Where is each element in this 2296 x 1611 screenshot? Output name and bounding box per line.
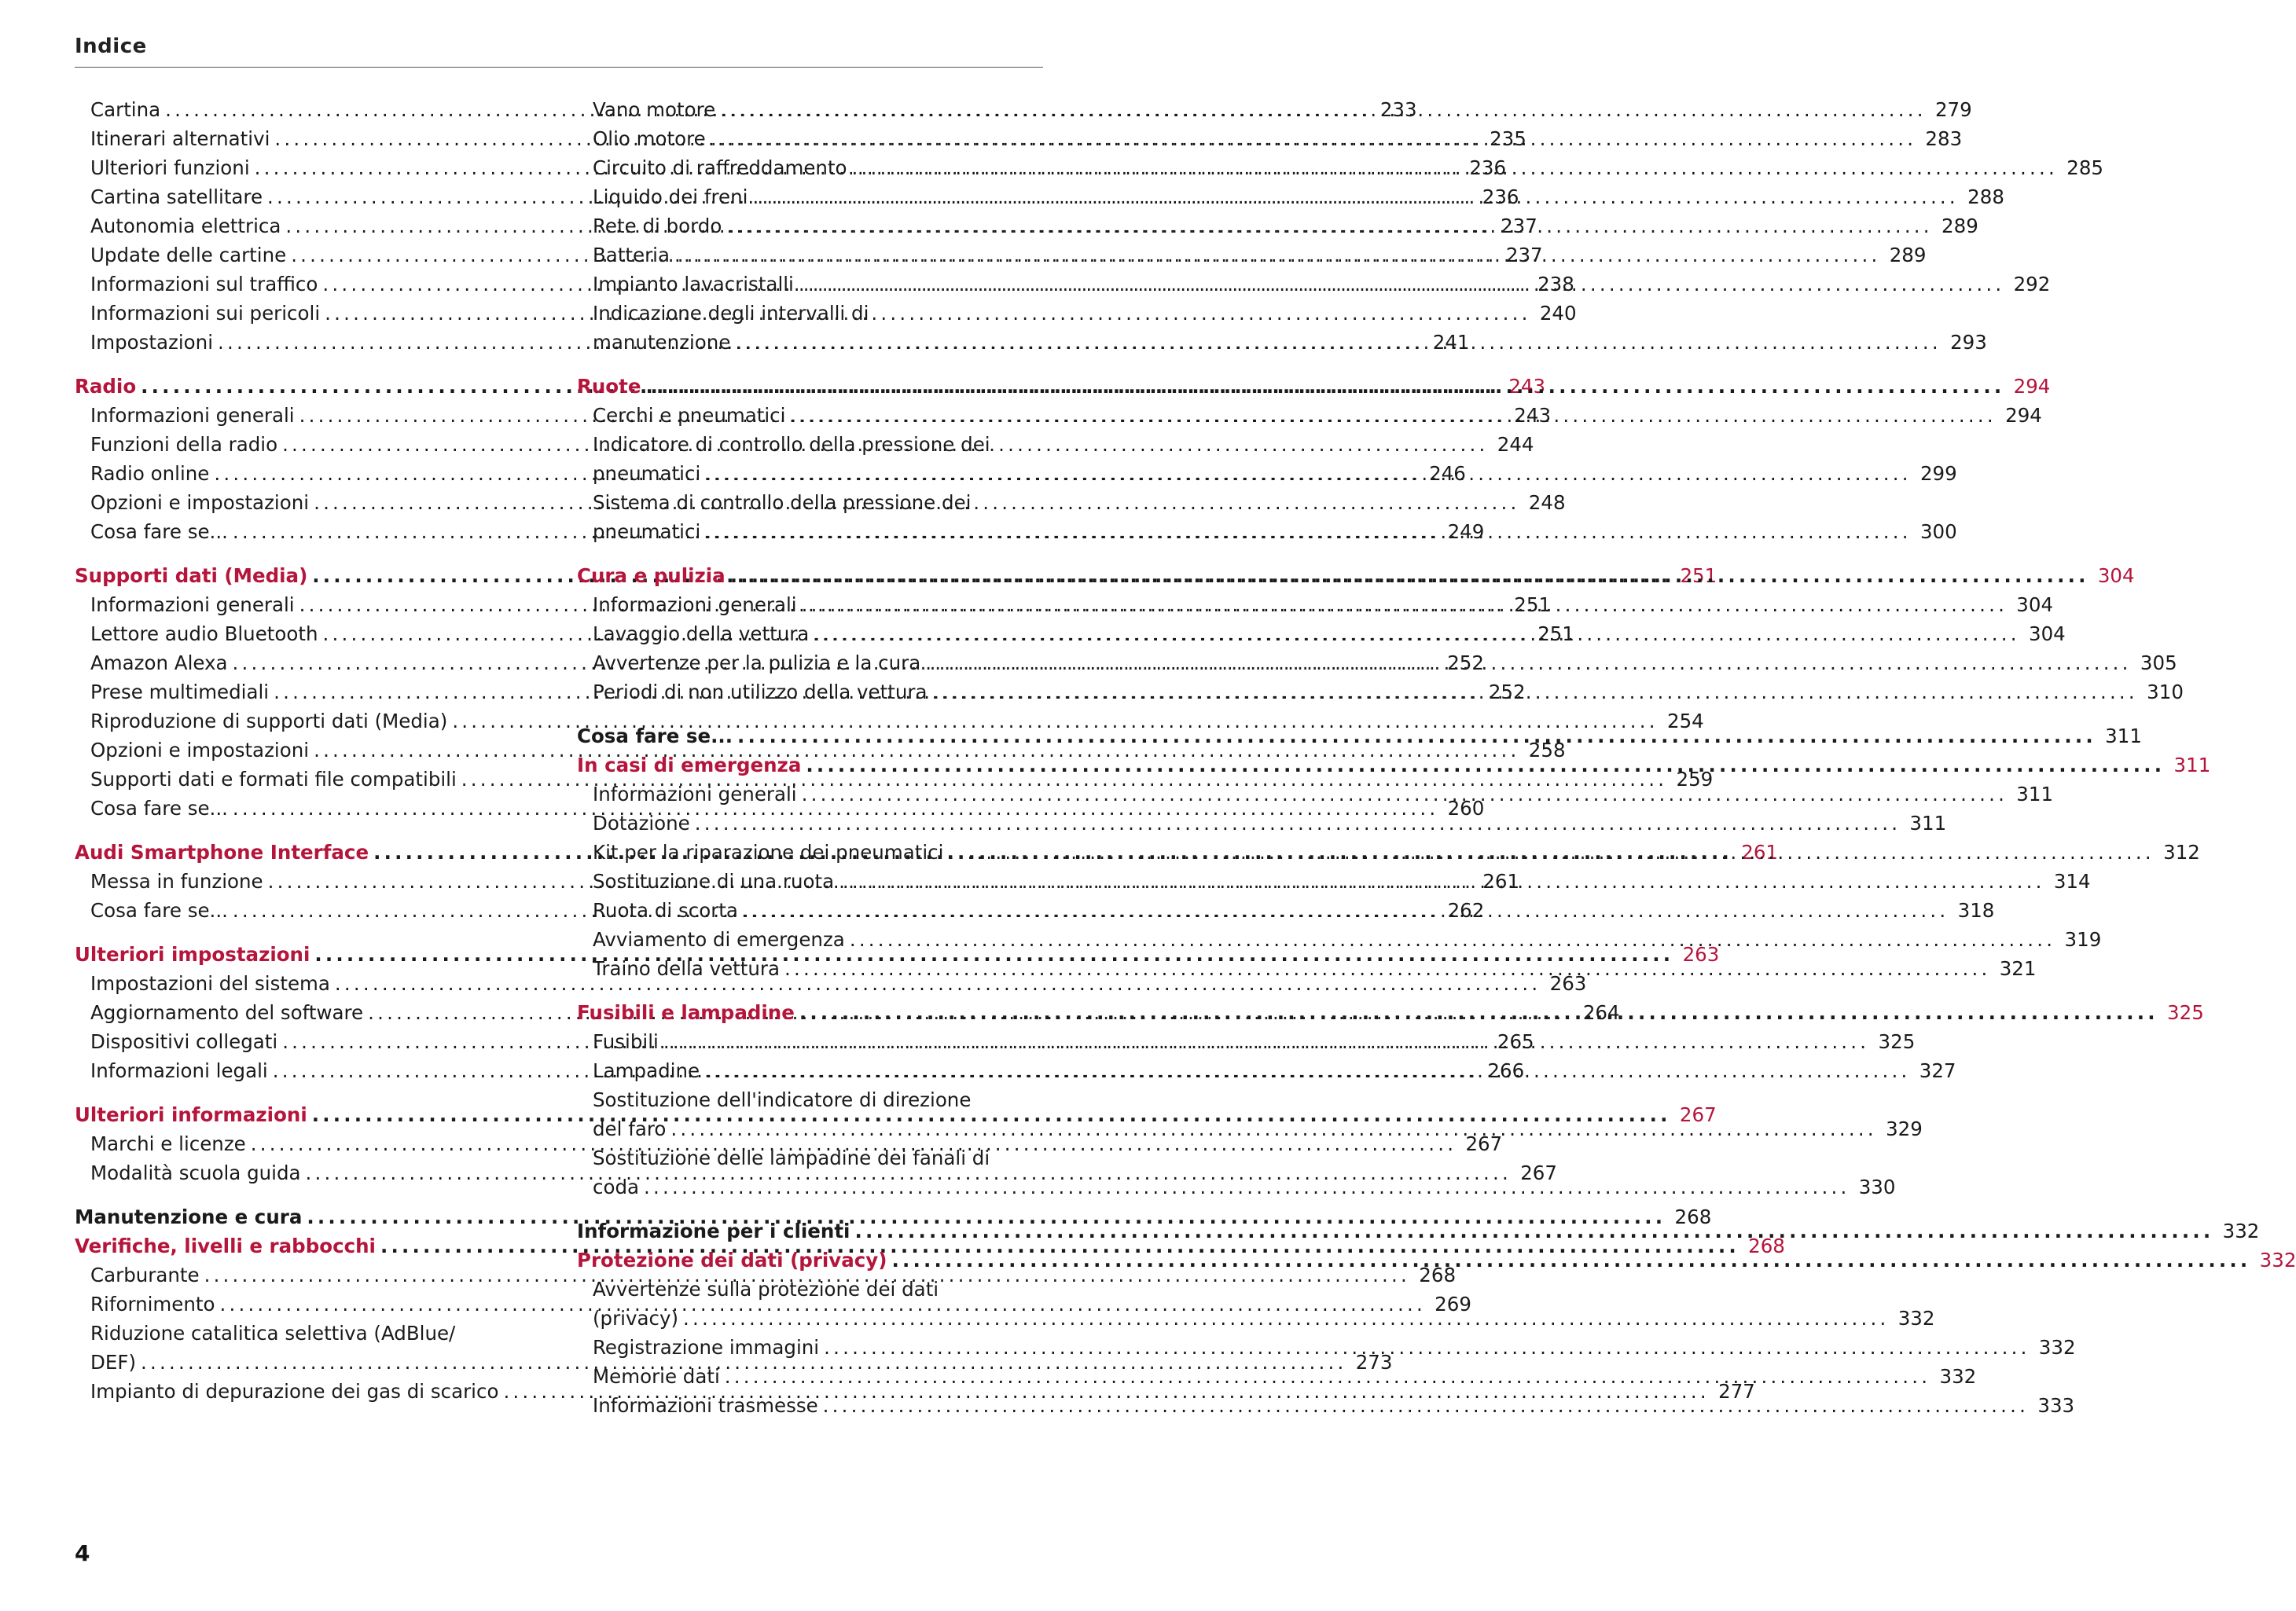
dot-leader: [845, 925, 2062, 954]
dot-leader: [700, 1056, 1916, 1085]
toc-page-number: 325: [2167, 1001, 2204, 1024]
toc-page-number: 329: [1886, 1117, 1923, 1140]
dot-leader: [722, 211, 1938, 240]
toc-page-number: 251: [1537, 622, 1574, 645]
toc-entry-label: Cerchi e pneumatici: [593, 404, 786, 427]
toc-page-number: 248: [1528, 491, 1566, 514]
toc-entry-label: Modalità scuola guida: [90, 1161, 301, 1184]
section-gap: [577, 546, 1042, 561]
toc-page-number: 258: [1528, 739, 1566, 761]
toc-page-number: 251: [1514, 593, 1552, 616]
toc-entry-label: Rifornimento: [90, 1293, 215, 1316]
toc-page-number: 311: [2016, 783, 2054, 806]
toc-entry-label: Carburante: [90, 1264, 200, 1286]
dot-leader: [850, 1217, 2220, 1246]
dot-leader: [780, 954, 1997, 983]
toc-entry-label: Radio: [75, 375, 137, 398]
toc-entry-label: Avvertenze sulla protezione dei dati: [593, 1278, 939, 1301]
toc-entry[interactable]: [577, 1333, 2076, 1362]
toc-page-number: 294: [2013, 375, 2051, 398]
dot-leader: [943, 838, 2160, 867]
dot-leader: [738, 896, 1955, 925]
dot-leader: [927, 677, 2144, 706]
toc-entry-label: Cosa fare se...: [90, 520, 228, 543]
dot-leader: [670, 240, 1886, 270]
toc-entry-label: Avviamento di emergenza: [593, 928, 845, 951]
toc-entry-label: Informazioni generali: [90, 593, 295, 616]
section-gap: [75, 357, 540, 372]
toc-page-number: 314: [2053, 870, 2091, 893]
toc-page-number: 268: [1674, 1205, 1712, 1228]
toc-page-number: 238: [1537, 273, 1574, 295]
toc-page-number: 264: [1582, 1001, 1620, 1024]
toc-page-number: 240: [1539, 302, 1577, 325]
toc-entry-label-continued: DEF): [90, 1351, 136, 1374]
dot-leader: [794, 270, 2011, 299]
toc-entry-label: Protezione dei dati (privacy): [577, 1249, 887, 1272]
toc-entry-label: Prese multimediali: [90, 681, 270, 703]
toc-page-number: 263: [1549, 972, 1587, 995]
dot-leader: [847, 153, 2064, 182]
toc-entry-label: Riduzione catalitica selettiva (AdBlue/: [90, 1322, 456, 1345]
toc-entry-label-continued: pneumatici: [593, 462, 701, 485]
toc-entry-label-continued: coda: [593, 1176, 640, 1198]
toc-page-number: 267: [1465, 1132, 1503, 1155]
toc-entry[interactable]: [577, 925, 2102, 954]
toc-page-number: 252: [1488, 681, 1526, 703]
toc-page-number: 292: [2013, 273, 2051, 295]
toc-page-number: 312: [2163, 841, 2200, 864]
toc-page-number: 332: [1897, 1307, 1935, 1330]
toc-entry-label: Sostituzione di una ruota: [593, 870, 835, 893]
toc-entry-label: Supporti dati (Media): [75, 564, 308, 587]
toc-entry[interactable]: [75, 969, 1587, 998]
toc-entry-label: Impianto lavacristalli: [593, 273, 794, 295]
section-gap: [75, 1187, 540, 1202]
dot-leader: [834, 867, 2051, 896]
toc-page-number: 260: [1447, 797, 1485, 820]
toc-page-number: 235: [1490, 127, 1526, 150]
toc-entry-label: Olio motore: [593, 127, 706, 150]
toc-entry-label: Cosa fare se...: [577, 725, 733, 747]
dot-leader: [700, 459, 1917, 488]
toc-page-number: 321: [1999, 957, 2037, 980]
toc-entry-label: Ulteriori informazioni: [75, 1103, 307, 1126]
toc-page-number: 243: [1514, 404, 1552, 427]
toc-entry-label: Rete di bordo: [593, 215, 722, 237]
toc-entry-label: Ulteriori impostazioni: [75, 943, 310, 966]
toc-page-number: 237: [1501, 215, 1537, 237]
toc-page-number: 310: [2147, 681, 2184, 703]
toc-entry-label: Cartina: [90, 98, 161, 121]
toc-entry-label: Liquido dei freni: [593, 185, 748, 208]
toc-page-number: 332: [2222, 1220, 2260, 1242]
toc-entry-label: Circuito di raffreddamento: [593, 156, 847, 179]
toc-page-number: 236: [1482, 185, 1519, 208]
toc-entry-label: Memorie dati: [593, 1365, 720, 1388]
dot-leader: [887, 1246, 2257, 1275]
toc-page-number: 330: [1858, 1176, 1896, 1198]
section-gap: [577, 706, 1042, 721]
toc-page-number: 304: [2029, 622, 2066, 645]
toc-entry-label: Dotazione: [593, 812, 690, 835]
toc-entry-label-continued: (privacy): [593, 1307, 679, 1330]
header-divider: [75, 67, 1043, 68]
toc-page-number: 311: [2105, 725, 2142, 747]
toc-page-number: 304: [2016, 593, 2054, 616]
toc-entry-label: Manutenzione e cura: [75, 1205, 303, 1228]
toc-page-number: 267: [1520, 1161, 1557, 1184]
toc-page-number: 261: [1741, 841, 1778, 864]
toc-entry-label: Ulteriori funzioni: [90, 156, 250, 179]
toc-entry-label: Kit per la riparazione dei pneumatici: [593, 841, 944, 864]
toc-page-number: 299: [1919, 462, 1957, 485]
toc-page-number: 259: [1676, 768, 1714, 791]
toc-entry-label: Messa in funzione: [90, 870, 263, 893]
toc-entry-label: Informazioni generali: [90, 404, 295, 427]
toc-page-number: 288: [1967, 185, 2004, 208]
toc-page-number: 252: [1447, 651, 1484, 674]
toc-entry-label: Informazioni generali: [593, 783, 797, 806]
toc-entry-label: Ruote: [577, 375, 641, 398]
toc-entry-label: Informazioni sui pericoli: [90, 302, 321, 325]
toc-page-number: 251: [1680, 564, 1717, 587]
dot-leader: [639, 1172, 1856, 1202]
toc-entry-label: Batteria: [593, 244, 670, 266]
toc-page-number: 285: [2066, 156, 2103, 179]
toc-entry-label: Avvertenze per la pulizia e la cura: [593, 651, 921, 674]
toc-entry-label: Impostazioni del sistema: [90, 972, 330, 995]
toc-page-number: 263: [1682, 943, 1720, 966]
toc-entry-label: Registrazione immagini: [593, 1336, 820, 1359]
toc-page-number: 243: [1508, 375, 1546, 398]
toc-entry-label: Informazioni legali: [90, 1059, 268, 1082]
toc-entry-label: Riproduzione di supporti dati (Media): [90, 710, 448, 732]
toc-entry-label: Vano motore: [593, 98, 716, 121]
toc-page-number: 233: [1379, 98, 1417, 121]
toc-entry-label: Indicatore di controllo della pressione dei: [593, 433, 990, 456]
toc-entry-label: Amazon Alexa: [90, 651, 228, 674]
toc-entry-label: Supporti dati e formati file compatibili: [90, 768, 457, 791]
toc-entry-label: Lampadine: [593, 1059, 700, 1082]
dot-leader: [700, 517, 1917, 546]
toc-page-number: 237: [1505, 244, 1543, 266]
toc-entry-label: Fusibili e lampadine: [577, 1001, 795, 1024]
toc-page-number: 283: [1925, 127, 1963, 150]
toc-entry-label: Aggiornamento del software: [90, 1001, 364, 1024]
toc-page-number: 289: [1941, 215, 1978, 237]
toc-page-number: 267: [1679, 1103, 1717, 1126]
dot-leader: [706, 124, 1923, 153]
toc-page-number: 325: [1878, 1030, 1916, 1053]
dot-leader: [733, 721, 2103, 750]
toc-entry[interactable]: [75, 590, 1552, 619]
toc-entry-label: Autonomia elettrica: [90, 215, 281, 237]
toc-page-number: 293: [1950, 331, 1987, 354]
toc-entry-label: Audi Smartphone Interface: [75, 841, 369, 864]
toc-entry-label: Informazioni sul traffico: [90, 273, 318, 295]
toc-page-number: 333: [2037, 1394, 2075, 1417]
toc-entry-label: Opzioni e impostazioni: [90, 491, 310, 514]
toc-page-number: 262: [1447, 899, 1485, 922]
toc-page-number: 319: [2064, 928, 2102, 951]
toc-entry-label: Verifiche, livelli e rabbocchi: [75, 1235, 376, 1257]
page-title: Indice: [75, 35, 147, 58]
dot-leader: [666, 1114, 1883, 1143]
toc-entry-label-continued: pneumatici: [593, 520, 701, 543]
toc-entry-label: Opzioni e impostazioni: [90, 739, 310, 761]
toc-entry-label: Informazioni generali: [593, 593, 797, 616]
toc-entry-label: Cosa fare se...: [90, 797, 228, 820]
toc-page-number: 236: [1469, 156, 1507, 179]
toc-entry-label: Marchi e licenze: [90, 1132, 246, 1155]
section-gap: [577, 1202, 1042, 1217]
toc-entry-label: Radio online: [90, 462, 210, 485]
dot-leader: [809, 619, 2026, 648]
toc-entry-label: Itinerari alternativi: [90, 127, 270, 150]
toc-entry-label: Update delle cartine: [90, 244, 287, 266]
dot-leader: [819, 1333, 2036, 1362]
toc-entry-label: Sistema di controllo della pressione dei: [593, 491, 972, 514]
dot-leader: [720, 1362, 1937, 1391]
toc-page-number: 265: [1497, 1030, 1534, 1053]
page-number: 4: [75, 1540, 90, 1566]
toc-page-number: 269: [1435, 1293, 1471, 1316]
toc-page-number: 332: [1939, 1365, 1977, 1388]
toc-page-number: 246: [1429, 462, 1466, 485]
dot-leader: [801, 750, 2171, 780]
toc-page-number: 327: [1919, 1059, 1956, 1082]
toc-page-number: 332: [2259, 1249, 2296, 1272]
dot-leader: [715, 95, 1932, 124]
toc-page-number: 273: [1355, 1351, 1393, 1374]
toc-entry-label: Cosa fare se...: [90, 899, 228, 922]
toc-entry-label: Lettore audio Bluetooth: [90, 622, 318, 645]
dot-leader: [818, 1391, 2035, 1420]
toc-page-number: 244: [1497, 433, 1534, 456]
toc-page-number: 305: [2140, 651, 2177, 674]
toc-entry-label: Ruota di scorta: [593, 899, 738, 922]
toc-entry-label: Informazione per i clienti: [577, 1220, 850, 1242]
dot-leader: [795, 998, 2165, 1027]
toc-page-number: 332: [2038, 1336, 2076, 1359]
toc-entry-label: Cura e pulizia: [577, 564, 726, 587]
section-gap: [75, 823, 540, 838]
toc-page-number: 300: [1919, 520, 1957, 543]
toc-entry-label: Indicazione degli intervalli di: [593, 302, 869, 325]
toc-page-number: 241: [1432, 331, 1470, 354]
dot-leader: [920, 648, 2137, 677]
toc-entry-label: Cartina satellitare: [90, 185, 263, 208]
dot-leader: [726, 561, 2096, 590]
toc-page-number: 254: [1667, 710, 1704, 732]
dot-leader: [641, 372, 2011, 401]
section-gap: [75, 546, 540, 561]
toc-entry-label: Sostituzione delle lampadine dei fanali di: [593, 1147, 990, 1169]
toc-entry-label: Traino della vettura: [593, 957, 781, 980]
section-gap: [75, 1085, 540, 1100]
section-gap: [577, 983, 1042, 998]
toc-entry-label: Funzioni della radio: [90, 433, 278, 456]
toc-page-number: 311: [1909, 812, 1947, 835]
dot-leader: [730, 328, 1947, 357]
toc-entry-label-continued: manutenzione: [593, 331, 731, 354]
toc-page-number: 311: [2173, 754, 2211, 776]
toc-entry-label: Impostazioni: [90, 331, 214, 354]
dot-leader: [748, 182, 1964, 211]
toc-page-number: 304: [2097, 564, 2135, 587]
toc-page-number: 268: [1748, 1235, 1785, 1257]
toc-entry-label: Dispositivi collegati: [90, 1030, 278, 1053]
toc-page-number: 289: [1889, 244, 1927, 266]
toc-entry-label: Lavaggio della vettura: [593, 622, 810, 645]
toc-entry-label: In casi di emergenza: [577, 754, 802, 776]
toc-page-number: 268: [1419, 1264, 1457, 1286]
toc-entry-label: Periodi di non utilizzo della vettura: [593, 681, 928, 703]
toc-page-number: 261: [1482, 870, 1520, 893]
dot-leader: [690, 809, 1907, 838]
toc-entry-label-continued: del faro: [593, 1117, 667, 1140]
toc-page-number: 266: [1487, 1059, 1525, 1082]
dot-leader: [797, 590, 2014, 619]
toc-page-number: 294: [2005, 404, 2042, 427]
toc-page-number: 277: [1718, 1380, 1755, 1403]
dot-leader: [659, 1027, 1875, 1056]
dot-leader: [785, 401, 2002, 430]
toc-entry[interactable]: [577, 809, 1947, 838]
section-gap: [577, 357, 1042, 372]
toc-entry-label: Sostituzione dell'indicatore di direzione: [593, 1088, 972, 1111]
dot-leader: [797, 780, 2014, 809]
toc-entry-label: Impianto di depurazione dei gas di scarico: [90, 1380, 499, 1403]
toc-entry-label: Fusibili: [593, 1030, 659, 1053]
toc-page-number: 318: [1957, 899, 1995, 922]
toc-page-number: 279: [1934, 98, 1972, 121]
toc-page-number: 249: [1447, 520, 1485, 543]
dot-leader: [678, 1304, 1895, 1333]
toc-entry-label: Informazioni trasmesse: [593, 1394, 818, 1417]
section-gap: [75, 925, 540, 940]
